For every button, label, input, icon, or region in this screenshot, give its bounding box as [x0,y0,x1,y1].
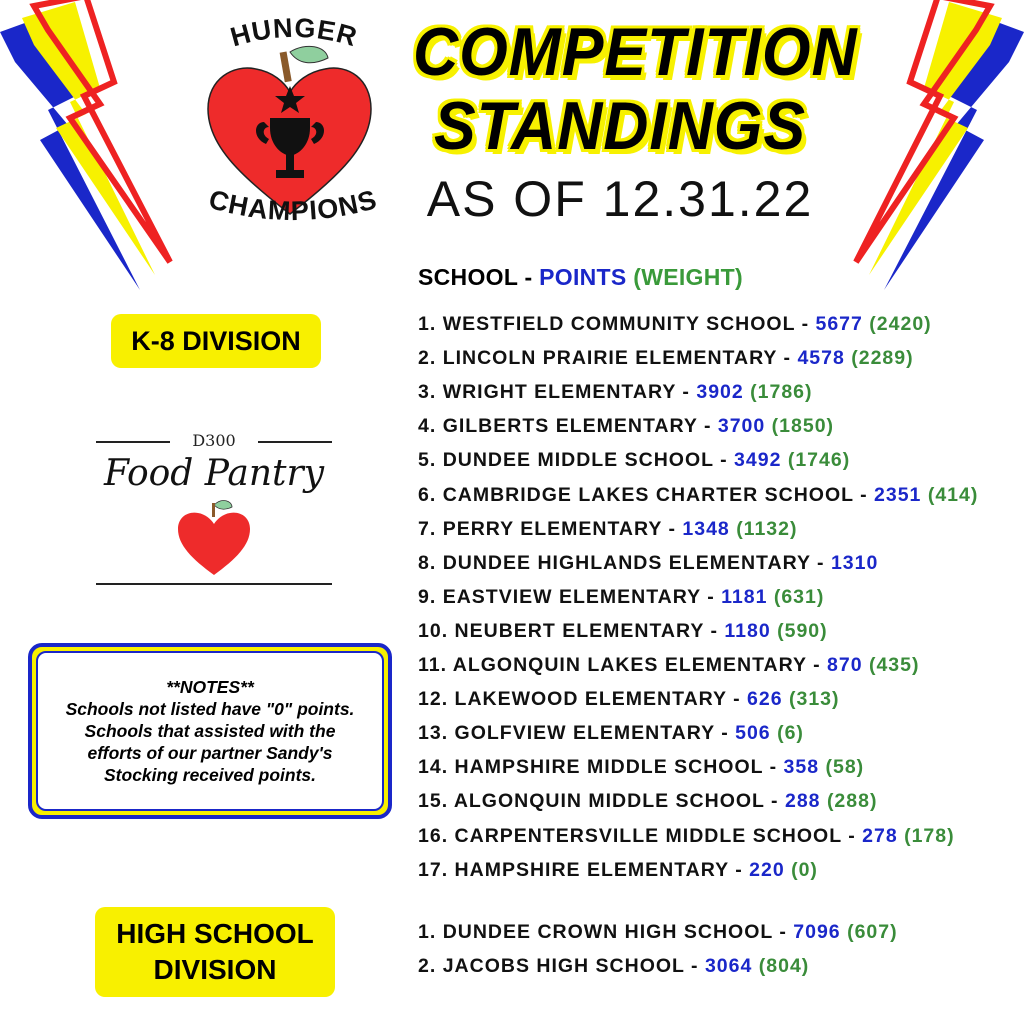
standing-weight: (288) [826,790,878,813]
standing-row [418,345,914,371]
k8-division-label: K-8 DIVISION [111,314,321,368]
standing-dash: - [707,585,715,608]
standing-rank: 17. [418,858,449,881]
standing-school: GILBERTS ELEMENTARY [442,415,698,438]
high-school-label-line1: HIGH SCHOOL [116,918,314,949]
standing-row [418,516,797,542]
standing-dash: - [703,415,712,438]
standing-row [418,413,834,439]
standing-points: 870 [827,654,863,676]
hunger-champions-logo [178,14,410,254]
standing-dash: - [721,722,729,745]
standing-row [418,686,840,712]
standing-school: CARPENTERSVILLE MIDDLE SCHOOL [454,824,842,847]
standing-rank: 8. [418,551,437,574]
standing-rank: 10. [418,619,449,642]
standing-rank: 13. [418,722,449,745]
standing-points: 278 [862,824,898,847]
standing-school: WRIGHT ELEMENTARY [442,381,676,404]
title-line-2: STANDINGS [433,88,807,164]
standing-dash: - [733,688,741,711]
standing-school: LAKEWOOD ELEMENTARY [454,688,727,711]
standing-dash: - [710,619,718,642]
pantry-top-text: D300 [96,431,332,450]
standing-dash: - [801,313,810,335]
standing-dash: - [691,955,699,978]
standing-rank: 1. [418,313,437,335]
standing-dash: - [735,858,743,881]
standing-weight: (435) [868,654,920,676]
list-header [418,264,743,291]
standing-weight: (6) [777,722,804,745]
standing-dash: - [779,921,787,943]
standing-rank: 15. [418,790,449,813]
lightning-bolt-left-icon [0,0,175,300]
standing-points: 1348 [682,517,730,540]
standing-dash: - [682,381,690,404]
standing-weight: (2289) [851,347,914,370]
standing-row [418,447,850,473]
standing-weight: (2420) [869,313,932,335]
standing-row [418,584,824,610]
standing-points: 1310 [830,551,879,574]
standing-dash: - [817,551,825,574]
notes-heading: **NOTES** [166,677,254,697]
standing-points: 626 [747,688,783,711]
standing-school: ALGONQUIN LAKES ELEMENTARY [452,654,807,676]
standing-weight: (1850) [771,415,835,438]
standing-points: 1180 [724,619,771,642]
standing-points: 5677 [815,313,863,335]
standing-weight: (0) [791,858,818,881]
food-pantry-logo [96,425,332,590]
standing-school: ALGONQUIN MIDDLE SCHOOL [453,790,765,813]
notes-line-3: efforts of our partner Sandy's [87,743,333,763]
standing-rank: 4. [418,415,437,438]
standing-dash: - [813,654,821,676]
standing-school: HAMPSHIRE MIDDLE SCHOOL [454,756,764,779]
standing-points: 4578 [797,347,845,370]
standing-school: JACOBS HIGH SCHOOL [442,955,685,978]
standing-weight: (1746) [787,449,851,472]
standing-dash: - [860,483,868,506]
header-points: POINTS [539,264,627,290]
header-school: SCHOOL [418,264,518,290]
standing-points: 3902 [696,381,744,404]
standing-points: 3492 [734,449,782,472]
standing-rank: 5. [418,449,437,472]
standing-rank: 2. [418,347,437,370]
standing-row [418,482,978,508]
pantry-bottom-line [96,583,332,585]
standing-rank: 6. [418,483,437,506]
standing-weight: (607) [847,921,898,943]
standing-dash: - [769,756,778,779]
standing-dash: - [668,517,676,540]
standing-points: 2351 [874,483,922,506]
standing-weight: (313) [788,688,840,711]
standing-school: EASTVIEW ELEMENTARY [442,585,701,608]
logo-top-text: HUNGER [227,14,361,53]
standing-dash: - [771,790,779,813]
standing-points: 3700 [717,415,766,438]
standing-weight: (1786) [750,381,813,404]
standing-row [418,788,877,814]
high-school-division-label [95,907,335,997]
notes-box [28,643,392,819]
standing-row [418,652,920,678]
standing-school: CAMBRIDGE LAKES CHARTER SCHOOL [442,483,854,506]
standing-points: 220 [749,858,785,881]
standing-school: WESTFIELD COMMUNITY SCHOOL [442,313,796,335]
standing-points: 1181 [721,585,768,608]
standing-weight: (631) [773,585,825,608]
standing-points: 358 [783,756,820,779]
header-dash: - [517,264,540,290]
standing-weight: (590) [777,619,828,642]
standing-row [418,919,898,945]
standing-rank: 9. [418,585,437,608]
standing-row [418,857,818,883]
standing-school: HAMPSHIRE ELEMENTARY [454,858,729,881]
standing-school: NEUBERT ELEMENTARY [454,619,705,642]
standing-school: GOLFVIEW ELEMENTARY [454,722,715,745]
standing-rank: 16. [418,824,449,847]
title-line-1: COMPETITION [413,14,858,90]
standing-rank: 3. [418,381,437,404]
standing-rank: 11. [418,654,448,676]
standing-points: 7096 [793,921,841,943]
standing-points: 3064 [704,955,753,978]
high-school-label-line2: DIVISION [153,954,277,985]
standing-row [418,379,813,405]
standing-weight: (1132) [736,517,798,540]
notes-inner [36,651,384,811]
standing-points: 288 [784,790,821,813]
standing-weight: (414) [927,483,979,506]
standing-weight: (804) [758,955,810,978]
lightning-bolt-right-icon [852,0,1024,300]
notes-line-2: Schools that assisted with the [84,721,336,741]
logo-bottom-text: CHAMPIONS [205,184,381,227]
standing-rank: 7. [418,517,437,540]
svg-text:HUNGER [227,14,361,52]
standing-dash: - [783,347,792,370]
standing-row [418,550,878,576]
standing-rank: 14. [418,756,449,779]
standing-weight: (178) [904,824,955,847]
standing-school: LINCOLN PRAIRIE ELEMENTARY [442,347,778,370]
standing-row [418,754,864,780]
header-weight: (WEIGHT) [626,264,743,290]
standing-points: 506 [735,722,771,745]
standing-rank: 2. [418,955,437,978]
standing-rank: 1. [418,921,437,943]
standing-school: DUNDEE HIGHLANDS ELEMENTARY [442,551,811,574]
notes-line-1: Schools not listed have "0" points. [65,699,355,719]
standing-school: DUNDEE MIDDLE SCHOOL [442,449,714,472]
standing-row [418,311,932,337]
standing-row [418,823,955,849]
notes-line-4: Stocking received points. [104,765,316,785]
standing-school: PERRY ELEMENTARY [442,517,663,540]
as-of-date: AS OF 12.31.22 [426,171,814,227]
standing-rank: 12. [418,688,449,711]
standing-row [418,618,828,644]
standing-row [418,953,809,979]
standing-school: DUNDEE CROWN HIGH SCHOOL [442,921,773,943]
standing-weight: (58) [825,756,865,779]
standing-dash: - [720,449,728,472]
standing-row [418,720,804,746]
standing-dash: - [848,824,856,847]
apple-heart-icon [174,499,254,579]
pantry-script-text: Food Pantry [103,453,325,494]
